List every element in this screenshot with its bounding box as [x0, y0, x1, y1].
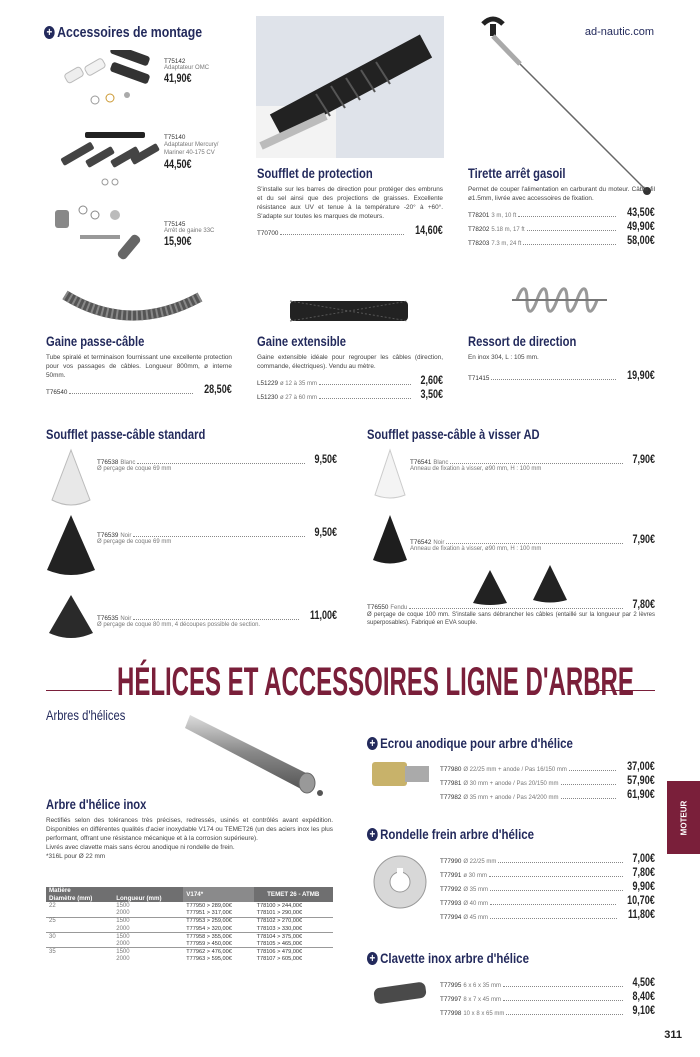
price: 7,90€ [632, 532, 655, 546]
ressort-image [512, 280, 612, 320]
price: 9,50€ [314, 452, 337, 466]
table-row: 35 1500 T77962 > 476,00€ T78106 > 479,00€ [46, 948, 333, 956]
soufflet-protection-image [256, 16, 444, 158]
price: 11,00€ [309, 608, 337, 622]
ecrou-image [370, 756, 432, 792]
table-row: 2000 T77954 > 320,00€ T78103 > 330,00€ [116, 925, 303, 932]
price: 2,60€ [420, 373, 443, 387]
adapter-mercury-image [60, 132, 160, 185]
price: 61,90€ [627, 787, 655, 801]
price: 4,50€ [632, 975, 655, 989]
page-number: 311 [664, 1029, 682, 1041]
adapter-omc-image [64, 50, 151, 104]
section-header-clavette: + Clavette inox arbre d'hélice [367, 950, 529, 966]
arbre-helice-image [185, 710, 330, 800]
price: 9,90€ [632, 879, 655, 893]
section-title: Accessoires de montage [57, 24, 203, 41]
price: 28,50€ [204, 382, 232, 396]
passe-std-item-2: T76539 Noir 9,50€ Ø perçage de coque 69 mm [97, 525, 337, 545]
plus-circle-icon: + [367, 952, 378, 965]
banner-title: HÉLICES ET ACCESSOIRES LIGNE D'ARBRE [117, 660, 634, 704]
price: 10,70€ [627, 893, 655, 907]
price: 58,00€ [627, 233, 655, 247]
price: 43,50€ [627, 205, 655, 219]
passe-visser-item-2: T76542 Noir 7,90€ Anneau de fixation à visser, ø90 mm, H : 100 mm [410, 532, 655, 552]
passe-visser-item-1: T76541 Blanc 7,90€ Anneau de fixation à visser, ø90 mm, H : 100 mm [410, 452, 655, 472]
section-header-rondelle: + Rondelle frein arbre d'hélice [367, 826, 534, 842]
price: 9,10€ [632, 1003, 655, 1017]
table-row: 2000 T77963 > 595,00€ T78107 > 605,00€ [116, 956, 303, 963]
price: 9,50€ [314, 525, 337, 539]
arret-gaine-image [55, 206, 142, 261]
montage-item-2: T75140 Adaptateur Mercury/ Mariner 40-175 CV 44,50€ [164, 134, 219, 171]
price: 7,00€ [632, 851, 655, 865]
soufflet-protection-block: Soufflet de protection S'installe sur les barres de direction pour protéger des embruns et du sel ainsi que des projections de graisses. Excellente résistance aux UV et tenue à la température -20° à +60°. S'adapte sur toutes les marques de moteurs. T70700 14,60€ [257, 165, 443, 237]
product-title: Tirette arrêt gasoil [468, 165, 566, 181]
table-row: 30 1500 T77958 > 355,00€ T78104 > 375,00€ [46, 933, 333, 941]
ressort-block: Ressort de direction En inox 304, L : 105 mm. T71415 19,90€ [468, 333, 655, 382]
banner-rule-left [46, 690, 112, 691]
arbre-inox-block: Arbre d'hélice inox Rectifiés selon des tolérances très précises, redressés, usinés et contrôlés avant expédition. Disponibles en différentes qualités d'acier inoxydable V174 ou TEMET26 (un des aciers inox les plus performant, offrant une résistance mécanique et à la corrosion supérieure). Livrés avec clavette mais sans écrou anodique ni rondelle de frein. *316L pour Ø 22 mm [46, 796, 333, 860]
clavette-image [370, 975, 432, 1011]
plus-circle-icon: + [367, 737, 378, 750]
plus-circle-icon: + [367, 828, 378, 841]
section-title-passe-visser: Soufflet passe-câble à visser AD [367, 426, 540, 442]
tirette-block: Tirette arrêt gasoil Permet de couper l'alimentation en carburant du moteur. Câble fil ø1.5mm, livrée avec accessoires de fixation. T78201 3 m, 10 ft 43,50€ T78202 5.18 m, 17 ft 49,90€ T78203 7.3 m, 24 ft 58,00€ [468, 165, 655, 247]
price: 8,40€ [632, 989, 655, 1003]
section-header-montage [44, 24, 237, 41]
table-row: 22 1500 T77950 > 289,00€ T78100 > 244,00€ [49, 902, 303, 909]
price: 11,80€ [627, 907, 655, 921]
price: 44,50€ [164, 157, 192, 171]
gaine-extensible-image [285, 295, 415, 327]
montage-item-3: T75145 Arrêt de gaine 33C 15,90€ [164, 221, 215, 248]
gaine-spirale-block: Gaine passe-câble Tube spiralé et terminaison fournissant une excellente protection pour vos passages de câbles. Longueur 800mm, ø interne 50mm. T76540 28,50€ [46, 333, 232, 396]
table-row: 25 1500 T77953 > 259,00€ T78102 > 270,00€ [46, 917, 333, 925]
passe-std-item-1: T76538 Blanc 9,50€ Ø perçage de coque 69 mm [97, 452, 337, 472]
price: 15,90€ [164, 234, 192, 248]
ecrou-rows: T77980 Ø 22/25 mm + anode / Pas 16/150 mm 37,00€ T77981 Ø 30 mm + anode / Pas 20/150 mm 57,90€ T77982 Ø 35 mm + anode / Pas 24/200 mm 61,90€ [440, 759, 655, 801]
arbre-price-table: Matière V174* TEMET 26 - ATMB Diamètre (mm) Longueur (mm) 22 1500 T77950 > 289,00€ T78100 > 244,00€ 2000 T77951 > 317,00€ T78101 > 290,00€ 25 1500 T77953 > 259,00€ T78102 > 270,00€ 2000 T77954 > 320,00€ T78103 > 330,00€ 30 1500 T77958 > 355,00€ T78104 > 375,00€ 2000 T77959 > 450,00€ T78105 > 465,00€ 35 1500 T77962 > 476,00€ T78106 > 479,00€ 2000 T77963 > 595,00€ T78107 > 605,00€ [46, 887, 333, 963]
rondelle-image [370, 852, 430, 912]
table-row: 2000 T77951 > 317,00€ T78101 > 290,00€ [116, 910, 303, 917]
passe-standard-images [44, 445, 99, 645]
price: 49,90€ [627, 219, 655, 233]
plus-circle-icon: + [44, 26, 55, 39]
price: 7,80€ [632, 865, 655, 879]
price: 3,50€ [420, 387, 443, 401]
section-header-ecrou: + Ecrou anodique pour arbre d'hélice [367, 735, 573, 751]
passe-visser-item-3: T76550 Fendu 7,80€ Ø perçage de coque 100 mm. S'installe sans débrancher les câbles (entaillé sur la longueur par 2 lèvres superposables). Fabriqué en EVA souple. [367, 597, 655, 626]
site-url: ad-nautic.com [584, 26, 654, 38]
gaine-extensible-block: Gaine extensible Gaine extensible idéale pour regrouper les câbles (direction, commande, électriques). Vendu au mètre. L51229 ø 12 à 35 mm 2,60€ L51230 ø 27 à 60 mm 3,50€ [257, 333, 443, 401]
rondelle-rows: T77990 Ø 22/25 mm 7,00€ T77991 ø 30 mm 7,80€ T77992 Ø 35 mm 9,90€ T77993 Ø 40 mm 10,70€ T77994 Ø 45 mm 11,80€ [440, 851, 655, 921]
product-title: Arbre d'hélice inox [46, 796, 147, 812]
product-title: Gaine passe-câble [46, 333, 145, 349]
clavette-rows: T77995 6 x 6 x 35 mm 4,50€ T77997 8 x 7 x 45 mm 8,40€ T77998 10 x 8 x 65 mm 9,10€ [440, 975, 655, 1017]
price: 41,90€ [164, 71, 192, 85]
table-row: 2000 T77959 > 450,00€ T78105 > 465,00€ [116, 940, 303, 947]
section-title-passe-standard: Soufflet passe-câble standard [46, 426, 206, 442]
montage-item-1: T75142 Adaptateur OMC 41,90€ [164, 58, 210, 85]
side-tab-moteur[interactable]: MOTEUR [667, 781, 700, 854]
product-title: Gaine extensible [257, 333, 347, 349]
price: 7,80€ [632, 597, 655, 611]
price: 19,90€ [627, 368, 655, 382]
price: 57,90€ [627, 773, 655, 787]
gaine-spirale-image [60, 285, 210, 330]
price: 14,60€ [415, 223, 443, 237]
passe-std-item-3: T76535 Noir 11,00€ Ø perçage de coque 80 mm, 4 découpes possible de section. [97, 608, 337, 628]
price: 37,00€ [627, 759, 655, 773]
subsection-title: Arbres d'hélices [46, 707, 126, 723]
montage-parts-illustration [55, 50, 165, 265]
product-title: Soufflet de protection [257, 165, 373, 181]
price: 7,90€ [632, 452, 655, 466]
product-title: Ressort de direction [468, 333, 577, 349]
